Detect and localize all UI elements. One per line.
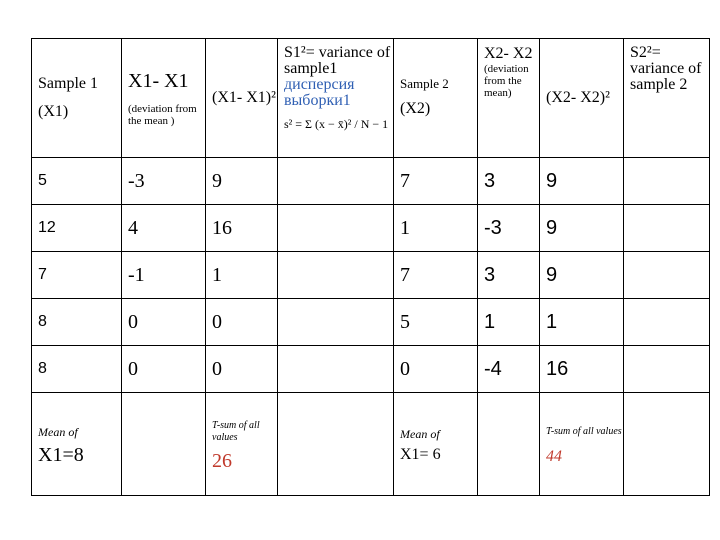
footer-sum2 — [540, 393, 624, 496]
cell-x1: 8 — [32, 299, 122, 346]
statistics-table — [31, 38, 710, 496]
sample1-title: Sample 1 — [38, 75, 98, 92]
cell-sq2: 1 — [540, 299, 624, 346]
cell-sq2: 9 — [540, 158, 624, 205]
cell-x2: 7 — [394, 158, 478, 205]
cell-d2: 3 — [478, 252, 540, 299]
deviation2-title: X2- X2 — [484, 45, 533, 62]
cell-variance1-empty — [278, 158, 394, 205]
table-row — [32, 158, 710, 205]
table-row — [32, 346, 710, 393]
cell-d1: -1 — [122, 252, 206, 299]
cell-x2: 7 — [394, 252, 478, 299]
cell-d1: -3 — [122, 158, 206, 205]
footer-empty-2 — [278, 393, 394, 496]
deviation1-sub: (deviation from the mean ) — [128, 102, 197, 127]
cell-x2: 1 — [394, 205, 478, 252]
mean2-value: X1= 6 — [400, 446, 441, 463]
cell-variance1-empty — [278, 346, 394, 393]
mean1-label: Mean of — [38, 424, 78, 439]
header-row — [32, 39, 710, 158]
sum1-label: T-sum of all values — [212, 419, 260, 443]
table-row — [32, 205, 710, 252]
cell-x1: 12 — [32, 205, 122, 252]
cell-d2: -3 — [478, 205, 540, 252]
cell-variance2-empty — [624, 299, 710, 346]
cell-variance2-empty — [624, 346, 710, 393]
footer-empty-1 — [122, 393, 206, 496]
footer-sum1 — [206, 393, 278, 496]
cell-d1: 4 — [122, 205, 206, 252]
cell-d2: -4 — [478, 346, 540, 393]
footer-empty-4 — [624, 393, 710, 496]
cell-x1: 5 — [32, 158, 122, 205]
sample2-sub: (X2) — [400, 100, 431, 117]
cell-variance2-empty — [624, 158, 710, 205]
cell-x2: 0 — [394, 346, 478, 393]
header-sample2 — [394, 39, 478, 158]
cell-x1: 8 — [32, 346, 122, 393]
cell-sq1: 0 — [206, 346, 278, 393]
variance1-russian: дисперсия выборки1 — [284, 76, 355, 109]
sum1-value: 26 — [212, 449, 232, 472]
cell-sq1: 0 — [206, 299, 278, 346]
cell-sq2: 9 — [540, 252, 624, 299]
cell-x2: 5 — [394, 299, 478, 346]
sum2-value: 44 — [546, 448, 562, 465]
square1-title: (X1- X1)² — [212, 89, 276, 106]
cell-d2: 1 — [478, 299, 540, 346]
mean2-label: Mean of — [400, 427, 440, 441]
footer-empty-3 — [478, 393, 540, 496]
sum2-label: T-sum of all values — [546, 426, 622, 437]
variance1-title: S1²= variance of sample1 — [284, 44, 391, 77]
header-variance1 — [278, 39, 394, 158]
sample1-sub: (X1) — [38, 103, 69, 120]
variance-formula: s² = Σ (x − x̄)² / N − 1 — [284, 117, 389, 131]
footer-row — [32, 393, 710, 496]
cell-d1: 0 — [122, 299, 206, 346]
cell-x1: 7 — [32, 252, 122, 299]
cell-d1: 0 — [122, 346, 206, 393]
deviation2-sub: (deviation from the mean) — [484, 63, 529, 99]
table-row — [32, 252, 710, 299]
footer-mean1 — [32, 393, 122, 496]
cell-sq1: 1 — [206, 252, 278, 299]
sample2-title: Sample 2 — [400, 76, 449, 91]
header-deviation1 — [122, 39, 206, 158]
cell-sq1: 16 — [206, 205, 278, 252]
header-sample1 — [32, 39, 122, 158]
square2-title: (X2- X2)² — [546, 89, 610, 106]
header-square2 — [540, 39, 624, 158]
cell-variance2-empty — [624, 205, 710, 252]
cell-d2: 3 — [478, 158, 540, 205]
cell-sq1: 9 — [206, 158, 278, 205]
cell-variance2-empty — [624, 252, 710, 299]
header-variance2 — [624, 39, 710, 158]
cell-variance1-empty — [278, 252, 394, 299]
footer-mean2 — [394, 393, 478, 496]
table-row — [32, 299, 710, 346]
header-square1 — [206, 39, 278, 158]
cell-sq2: 9 — [540, 205, 624, 252]
cell-sq2: 16 — [540, 346, 624, 393]
mean1-value: X1=8 — [38, 443, 84, 466]
deviation1-title: X1- X1 — [128, 69, 189, 92]
header-deviation2 — [478, 39, 540, 158]
variance2-title: S2²= variance of sample 2 — [630, 44, 702, 93]
cell-variance1-empty — [278, 205, 394, 252]
cell-variance1-empty — [278, 299, 394, 346]
